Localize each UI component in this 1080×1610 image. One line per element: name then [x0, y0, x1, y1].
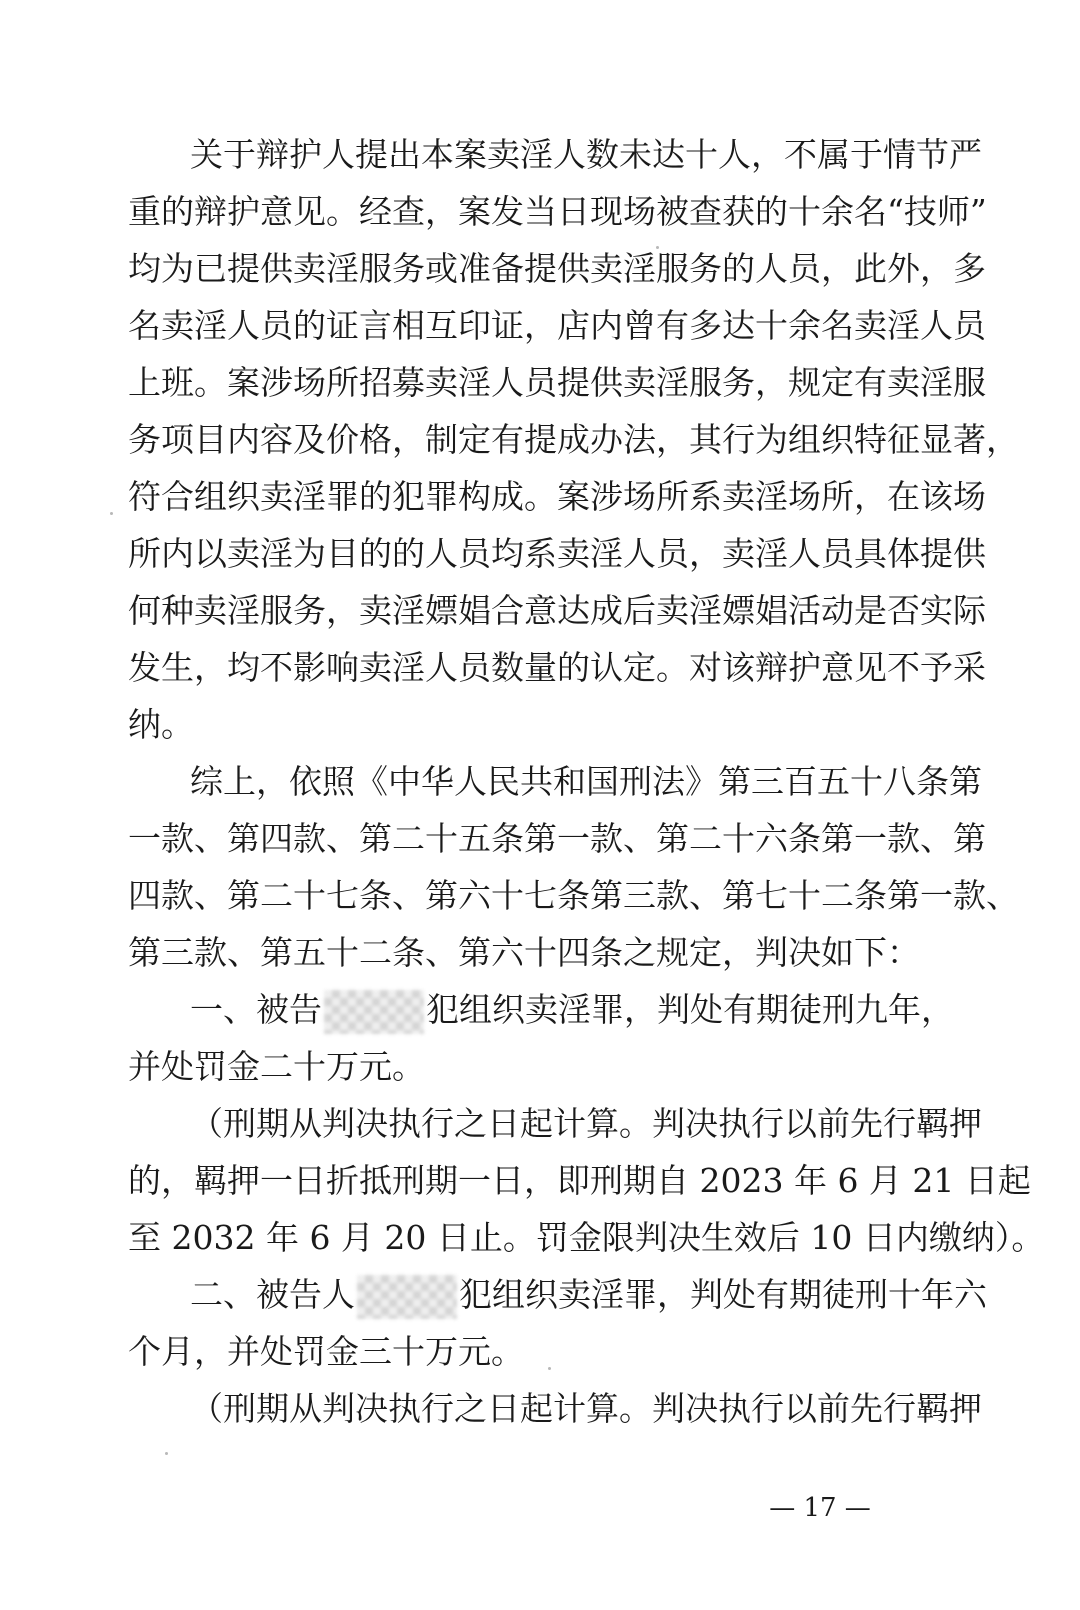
note-line: 至 2032 年 6 月 20 日止。罚金限判决生效后 10 日内缴纳）。: [128, 1218, 1045, 1257]
paragraph-line: 上班。案涉场所招募卖淫人员提供卖淫服务，规定有卖淫服: [128, 363, 986, 402]
verdict-line: [190, 1266, 987, 1324]
verdict-line: [190, 981, 954, 1039]
paragraph-line: 发生，均不影响卖淫人员数量的认定。对该辩护意见不予采: [128, 648, 986, 687]
redacted-name: [357, 1275, 457, 1319]
paragraph-line: 所内以卖淫为目的的人员均系卖淫人员，卖淫人员具体提供: [128, 534, 986, 573]
scan-speck: [165, 1452, 168, 1455]
paragraph-line: 四款、第二十七条、第六十七条第三款、第七十二条第一款、: [128, 876, 1019, 915]
verdict-line: 并处罚金二十万元。: [128, 1047, 425, 1086]
verdict-suffix: 犯组织卖淫罪，判处有期徒刑九年，: [426, 990, 954, 1029]
paragraph-line: 务项目内容及价格，制定有提成办法，其行为组织特征显著，: [128, 420, 1019, 459]
paragraph-line: 重的辩护意见。经查，案发当日现场被查获的十余名“技师”: [128, 192, 987, 231]
paragraph-line: 均为已提供卖淫服务或准备提供卖淫服务的人员，此外，多: [128, 249, 986, 288]
paragraph-line: 何种卖淫服务，卖淫嫖娼合意达成后卖淫嫖娼活动是否实际: [128, 591, 986, 630]
paragraph-line: 名卖淫人员的证言相互印证，店内曾有多达十余名卖淫人员: [128, 306, 986, 345]
paragraph-line: 关于辩护人提出本案卖淫人数未达十人，不属于情节严: [190, 135, 982, 174]
scan-speck: [110, 512, 113, 515]
paragraph-line: 一款、第四款、第二十五条第一款、第二十六条第一款、第: [128, 819, 986, 858]
paragraph-line: 综上，依照《中华人民共和国刑法》第三百五十八条第: [190, 762, 982, 801]
page-number: — 17 —: [769, 1493, 871, 1523]
scan-speck: [656, 246, 659, 249]
verdict-suffix: 犯组织卖淫罪，判处有期徒刑十年六: [459, 1275, 987, 1314]
verdict-line: 个月，并处罚金三十万元。: [128, 1332, 524, 1371]
paragraph-line: 纳。: [128, 705, 194, 744]
verdict-prefix: 二、被告人: [190, 1275, 355, 1314]
note-line: （刑期从判决执行之日起计算。判决执行以前先行羁押: [190, 1104, 982, 1143]
note-line: 的，羁押一日折抵刑期一日，即刑期自 2023 年 6 月 21 日起: [128, 1161, 1031, 1200]
redacted-name: [324, 990, 424, 1034]
paragraph-line: 符合组织卖淫罪的犯罪构成。案涉场所系卖淫场所，在该场: [128, 477, 986, 516]
note-line: （刑期从判决执行之日起计算。判决执行以前先行羁押: [190, 1389, 982, 1428]
paragraph-line: 第三款、第五十二条、第六十四条之规定，判决如下：: [128, 933, 920, 972]
verdict-prefix: 一、被告: [190, 990, 322, 1029]
scan-speck: [548, 1367, 551, 1370]
